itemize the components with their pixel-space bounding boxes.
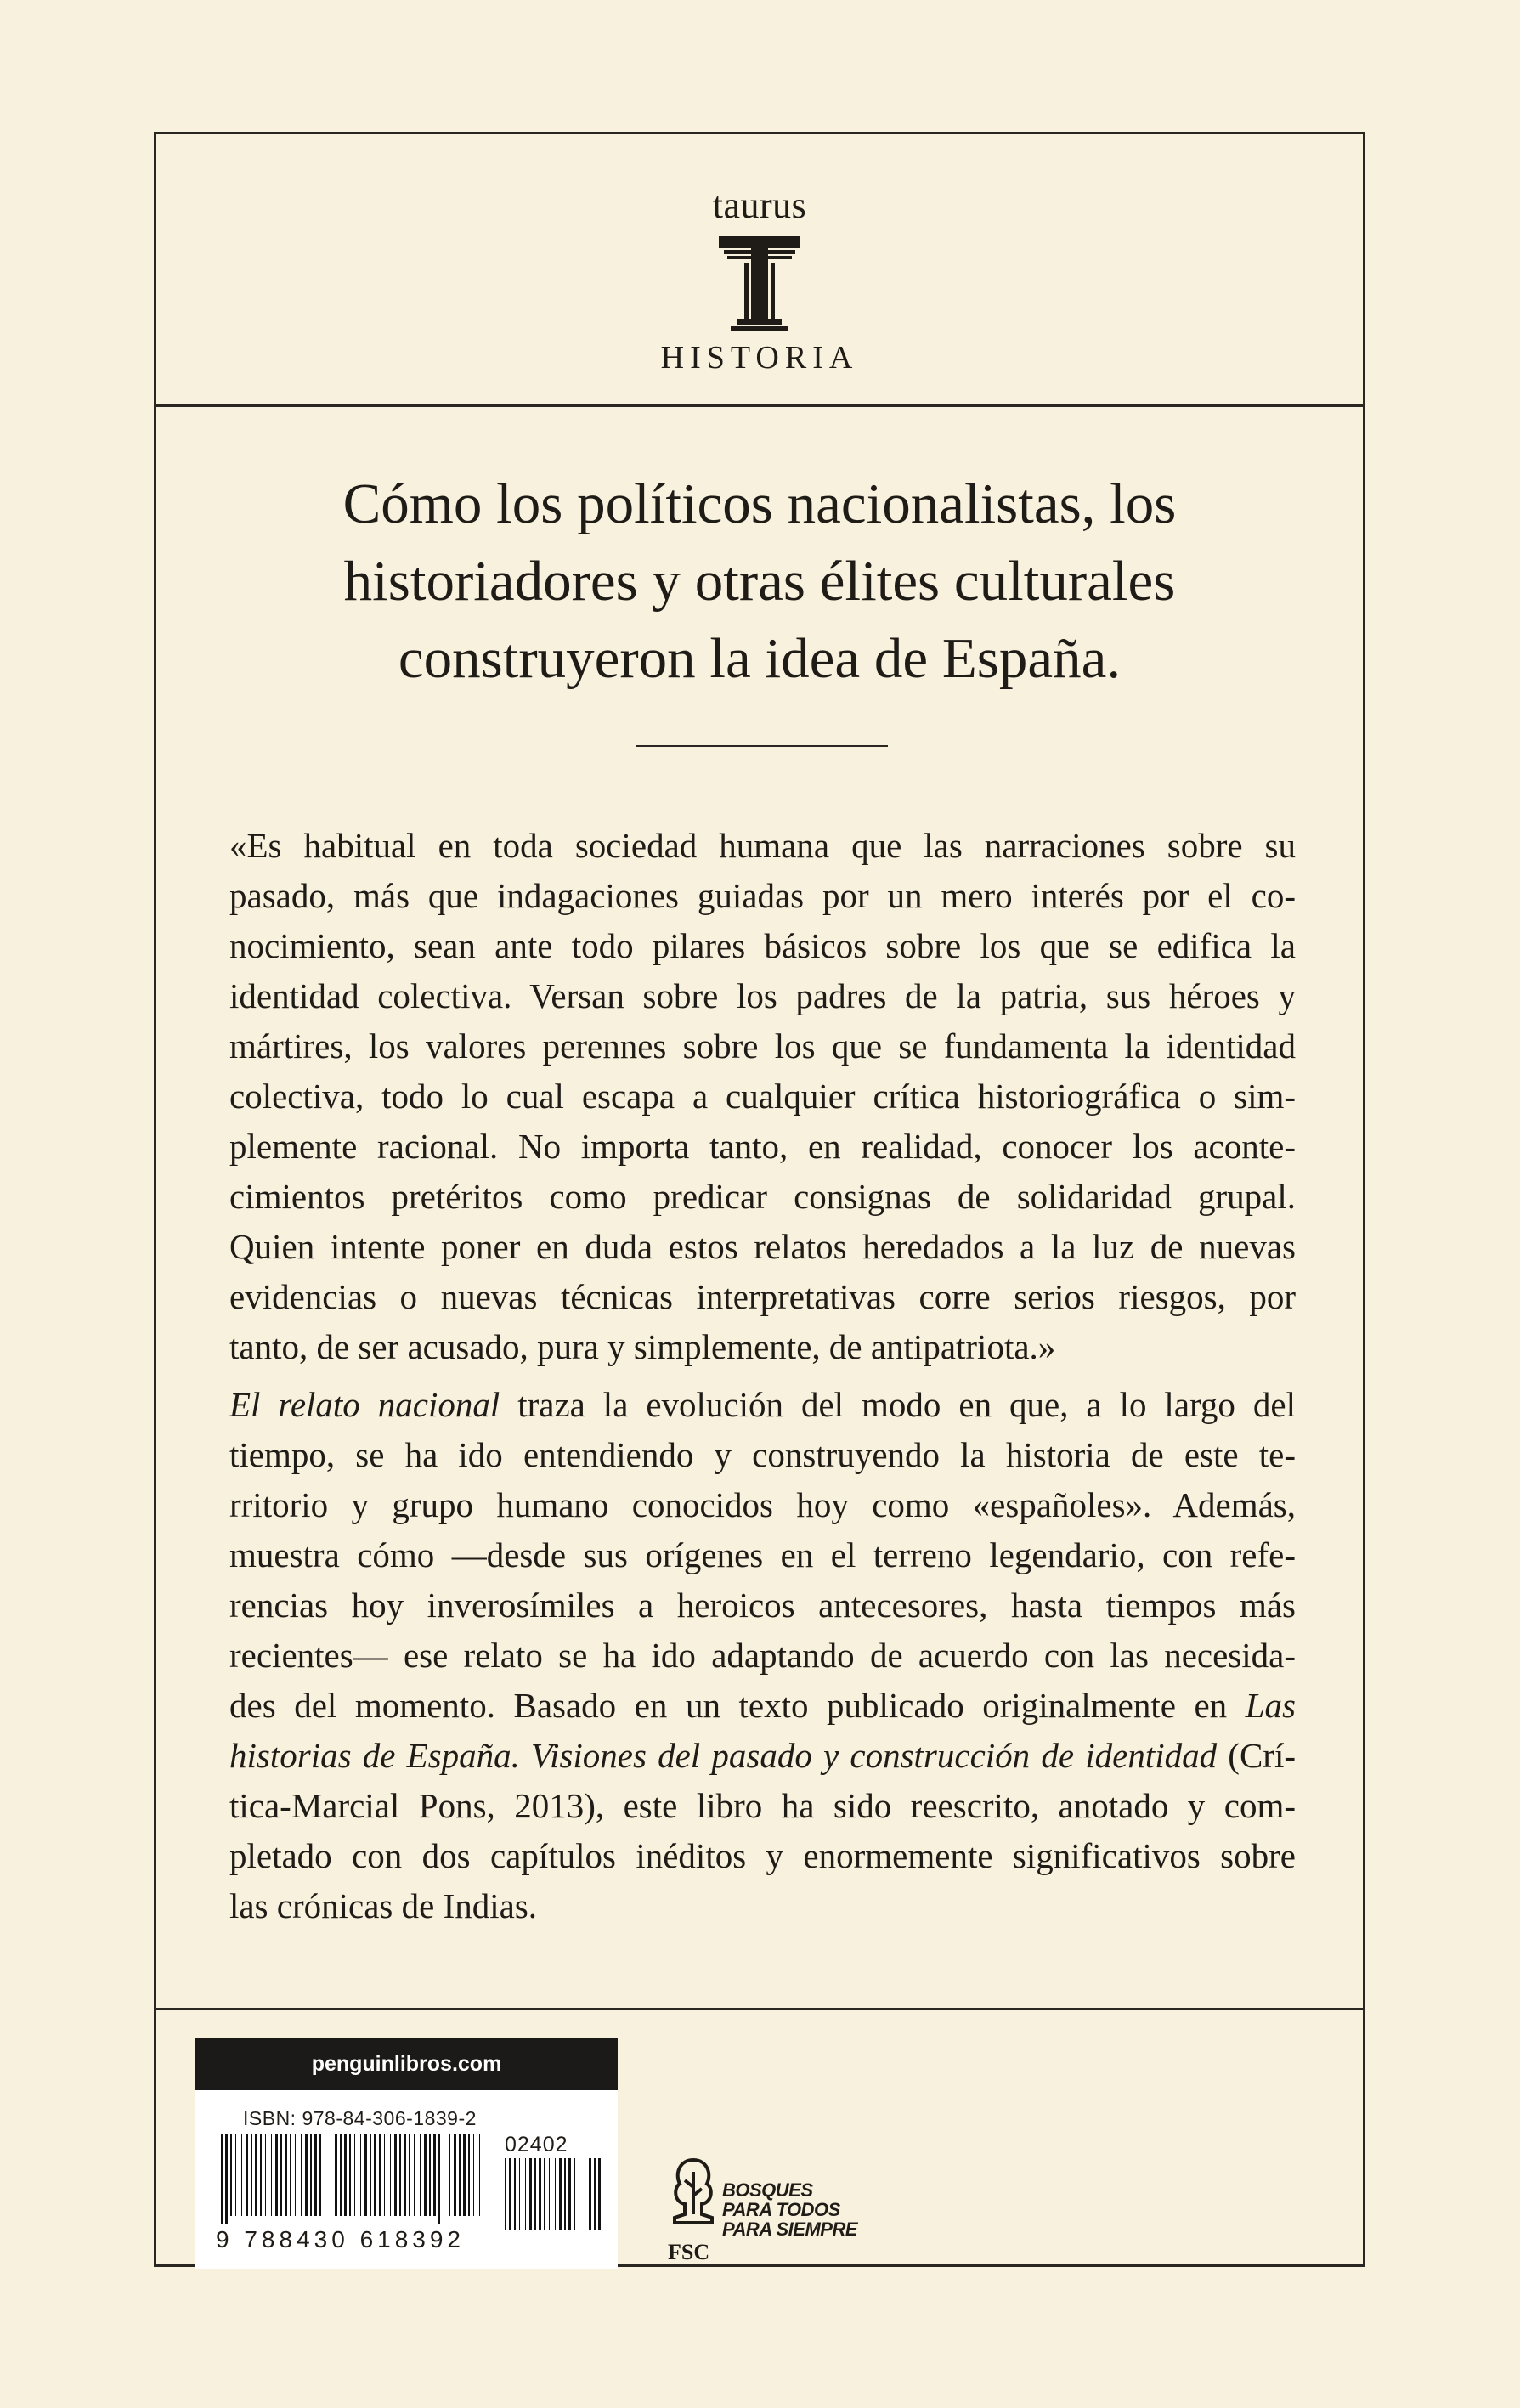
addon-barcode-icon <box>505 2158 605 2238</box>
headline-line: historiadores y otras élites culturales <box>343 550 1176 613</box>
source-title: historias de España. Visiones del pasado y construcción de identidad <box>229 1736 1218 1775</box>
source-title: Las <box>1245 1686 1296 1725</box>
slogan-line: BOSQUES <box>722 2179 813 2201</box>
description-line: muestra cómo —desde sus orígenes en el terreno legendario, con refe- <box>229 1535 1296 1574</box>
quote-line: mártires, los valores perennes sobre los que se fundamenta la identidad <box>229 1026 1296 1066</box>
top-divider <box>156 404 1363 407</box>
description-text: (Crí- <box>1217 1736 1296 1775</box>
quote-line: colectiva, todo lo cual escapa a cualquier crítica historiográfica o sim- <box>229 1077 1296 1116</box>
imprint-name: taurus <box>712 184 807 226</box>
quote-line: evidencias o nuevas técnicas interpretativas corre serios riesgos, por <box>229 1277 1296 1316</box>
taurus-logo-icon <box>719 236 800 331</box>
description-paragraph <box>229 1380 1296 1931</box>
description-line: tica-Marcial Pons, 2013), este libro ha sido reescrito, anotado y com- <box>229 1786 1296 1825</box>
publisher-brand <box>156 184 1363 376</box>
description-line: tiempo, se ha ido entendiendo y construyendo la historia de este te- <box>229 1435 1296 1474</box>
barcode-panel <box>195 2038 618 2269</box>
quote-line: identidad colectiva. Versan sobre los padres de la patria, sus héroes y <box>229 976 1296 1015</box>
forest-slogan <box>722 2180 857 2239</box>
description-line: pletado con dos capítulos inéditos y enormemente significativos sobre <box>229 1836 1296 1875</box>
book-title: El relato nacional <box>229 1385 500 1424</box>
headline <box>156 466 1363 698</box>
description-line: rencias hoy inverosímiles a heroicos antecesores, hasta tiempos más <box>229 1586 1296 1625</box>
publisher-website: penguinlibros.com <box>195 2038 618 2090</box>
collection-name: HISTORIA <box>660 340 859 376</box>
price-addon-code: 02402 <box>505 2133 568 2156</box>
cover-frame <box>154 132 1365 2267</box>
quote-line: tanto, de ser acusado, pura y simplemente, de antipatriota.» <box>229 1327 1056 1366</box>
quote-line: pasado, más que indagaciones guiadas por un mero interés por el co- <box>229 876 1296 915</box>
headline-line: construyeron la idea de España. <box>398 627 1122 690</box>
headline-rule <box>636 745 888 747</box>
description-text: des del momento. Basado en un texto publicado originalmente en <box>229 1686 1228 1725</box>
description-line <box>229 1681 1296 1731</box>
description-text: traza la evolución del modo en que, a lo largo del <box>500 1385 1296 1424</box>
quote-paragraph <box>229 821 1296 1372</box>
slogan-line: PARA SIEMPRE <box>722 2219 858 2240</box>
fsc-mark <box>668 2155 889 2274</box>
quote-line: nocimiento, sean ante todo pilares básicos sobre los que se edifica la <box>229 926 1296 965</box>
quote-line: «Es habitual en toda sociedad humana que las narraciones sobre su <box>229 826 1296 865</box>
description-line <box>229 1380 1296 1430</box>
quote-line: plemente racional. No importa tanto, en realidad, conocer los aconte- <box>229 1127 1296 1166</box>
isbn-label: ISBN: 978-84-306-1839-2 <box>243 2107 477 2129</box>
bottom-divider <box>156 2008 1363 2010</box>
quote-line: Quien intente poner en duda estos relatos heredados a la luz de nuevas <box>229 1227 1296 1266</box>
slogan-line: PARA TODOS <box>722 2199 840 2220</box>
ean-barcode-icon <box>221 2134 484 2224</box>
barcode-digits: 9 788430 618392 <box>216 2226 465 2253</box>
description-line <box>229 1731 1296 1781</box>
quote-line: cimientos pretéritos como predicar consignas de solidaridad grupal. <box>229 1177 1296 1216</box>
description-line: recientes— ese relato se ha ido adaptando de acuerdo con las necesida- <box>229 1636 1296 1675</box>
description-line: rritorio y grupo humano conocidos hoy como «españoles». Además, <box>229 1485 1296 1524</box>
fsc-tree-icon <box>668 2155 719 2240</box>
description-line: las crónicas de Indias. <box>229 1886 538 1925</box>
headline-line: Cómo los políticos nacionalistas, los <box>342 472 1177 535</box>
fsc-label: FSC <box>668 2240 710 2264</box>
